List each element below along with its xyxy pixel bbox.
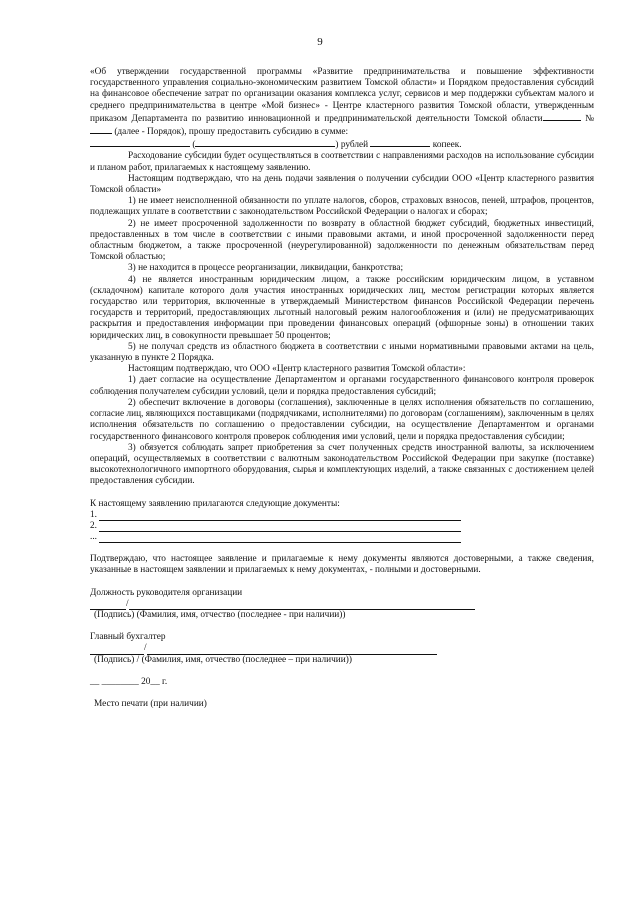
sum-words-blank[interactable] bbox=[195, 138, 335, 147]
attachment-row-1 bbox=[90, 510, 594, 521]
accountant-signature-field[interactable] bbox=[90, 646, 144, 655]
order-number-blank[interactable] bbox=[90, 125, 112, 134]
text-sum-rub: ) рублей bbox=[335, 140, 371, 151]
order-date-blank[interactable] bbox=[543, 112, 581, 121]
text-request-part1: «Об утверждении государственной программы «Развитие предпринимательства и повышение эффективности государственного управления социально-экономическим развитием Томской области» и Порядком предоставления субсидий на финансовое обеспечение затрат по организации оказания комплекса услуг, сервисов и мер поддержки субъектам малого и среднего предпринимательства в центре «Мой бизнес» - Центре кластерного развития Томской области, утвержденным приказом Департамента по развитию инновационной и предпринимательской деятельности Томской области bbox=[90, 67, 594, 124]
attachment-input-more[interactable] bbox=[99, 534, 461, 543]
kopecks-blank[interactable] bbox=[370, 138, 430, 147]
accountant-name-field[interactable] bbox=[147, 646, 437, 655]
text-sum-open: ( bbox=[190, 140, 196, 151]
accountant-signature-row bbox=[90, 643, 594, 654]
item-no-tax-debt: 1) не имеет неисполненной обязанности по уплате налогов, сборов, страховых взносов, пеней, штрафов, процентов, подлежащих уплате в соответствии с законодательством Российской Федерации о налогах и сборах; bbox=[90, 196, 594, 218]
document-body bbox=[90, 67, 594, 710]
paragraph-request bbox=[90, 67, 594, 138]
spacer bbox=[90, 488, 594, 499]
attachment-row-more bbox=[90, 532, 594, 543]
attachment-row-number: 1. bbox=[90, 509, 100, 520]
item-not-foreign-entity: 4) не является иностранным юридическим лицом, а также российским юридическим лицом, в уставном (складочном) капитале которого доля участия иностранных юридических лиц, местом регистрации которых является государство или территория, включенные в утверждаемый Министерством финансов Российской Федерации перечень государств и территорий, предоставляющих льготный налоговый режим налогообложения и (или) не предусматривающих раскрытия и предоставления информации при проведении финансовых операций (офшорные зоны) в отношении таких юридических лиц, в совокупности превышает 50 процентов; bbox=[90, 274, 594, 341]
obligation-consent-audit: 1) дает согласие на осуществление Департаментом и органами государственного финансового контроля проверок соблюдения получателем субсидии условий, цели и порядка предоставления субсидий; bbox=[90, 375, 594, 397]
paragraph-certify: Подтверждаю, что настоящее заявление и прилагаемые к нему документы являются достоверными, а также сведения, указанные в настоящем заявлении и прилагаемых к нему документах, - полными и достоверными. bbox=[90, 554, 594, 576]
text-request-part2: (далее - Порядок), прошу предоставить субсидию в сумме: bbox=[112, 127, 349, 138]
head-signature-row bbox=[90, 599, 594, 610]
page-number: 9 bbox=[317, 36, 323, 48]
date-line: __ ________ 20__ г. bbox=[90, 676, 168, 687]
item-no-other-funds: 5) не получал средств из областного бюджета в соответствии с иными нормативными правовыми актами на цель, указанную в пункте 2 Порядка. bbox=[90, 341, 594, 364]
head-signature-field[interactable] bbox=[90, 601, 126, 610]
text-sum-kop: копеек. bbox=[430, 140, 462, 151]
accountant-separator: / bbox=[144, 643, 147, 654]
obligation-currency-ban: 3) обязуется соблюдать запрет приобретения за счет полученных средств иностранной валюты, за исключением операций, осуществляемых в соответствии с валютным законодательством Российской Федерации при закупке (поставке) высокотехнологичного импортного оборудования, сырья и комплектующих изделий, а также связанных с достижением целей предоставления субсидии. bbox=[90, 442, 594, 487]
spacer bbox=[90, 666, 594, 677]
sum-digits-blank[interactable] bbox=[90, 138, 190, 147]
attachment-row-number: 2. bbox=[90, 520, 100, 531]
spacer bbox=[90, 621, 594, 632]
paragraph-expenditure: Расходование субсидии будет осуществляться в соответствии с направлениями расходов на использование субсидии и планом работ, прилагаемых к настоящему заявлению. bbox=[90, 151, 594, 173]
spacer bbox=[90, 688, 594, 699]
paragraph-confirm-status: Настоящим подтверждаю, что на день подачи заявления о получении субсидии ООО «Центр кластерного развития Томской области» bbox=[90, 173, 594, 196]
stamp-place: Место печати (при наличии) bbox=[94, 699, 207, 710]
accountant-title: Главный бухгалтер bbox=[90, 632, 166, 643]
attachment-input-2[interactable] bbox=[99, 523, 461, 532]
text-number-sign: № bbox=[580, 113, 594, 124]
accountant-signature-caption: (Подпись) / (Фамилия, имя, отчество (последнее – при наличии)) bbox=[94, 654, 352, 665]
sum-line bbox=[90, 138, 594, 151]
obligation-contract-consent: 2) обеспечит включение в договоры (соглашения), заключенные в целях исполнения обязательств по соглашению, согласие лиц, являющихся поставщиками (подрядчиками, исполнителями) по договорам (соглашениям), заключенным в целях исполнения обязательств по соглашению о предоставлении субсидии, на осуществление Департаментом и органами государственного финансового контроля проверок соблюдения ими условий, цели и порядка предоставления субсидии; bbox=[90, 397, 594, 442]
head-name-field[interactable] bbox=[129, 601, 475, 610]
attachment-input-1[interactable] bbox=[99, 512, 461, 521]
item-not-reorganizing: 3) не находится в процессе реорганизации, ликвидации, банкротства; bbox=[128, 263, 404, 274]
attachments-heading: К настоящему заявлению прилагаются следующие документы: bbox=[90, 498, 340, 509]
head-signature-caption: (Подпись) (Фамилия, имя, отчество (последнее - при наличии)) bbox=[94, 610, 346, 621]
spacer bbox=[90, 577, 594, 588]
paragraph-confirm-obligations: Настоящим подтверждаю, что ООО «Центр кластерного развития Томской области»: bbox=[128, 364, 466, 375]
attachment-row-2 bbox=[90, 521, 594, 532]
head-position-title: Должность руководителя организации bbox=[90, 587, 243, 598]
head-separator: / bbox=[126, 598, 129, 609]
item-no-overdue-debt: 2) не имеет просроченной задолженности по возврату в областной бюджет субсидий, бюджетных инвестиций, предоставленных в том числе в соответствии с иными правовыми актами, и иной просроченной задолженности перед областным бюджетом, а также просроченной (неурегулированной) задолженности по денежным обязательствам перед Томской областью; bbox=[90, 218, 594, 263]
attachment-row-number: ... bbox=[90, 532, 100, 543]
spacer bbox=[90, 543, 594, 554]
